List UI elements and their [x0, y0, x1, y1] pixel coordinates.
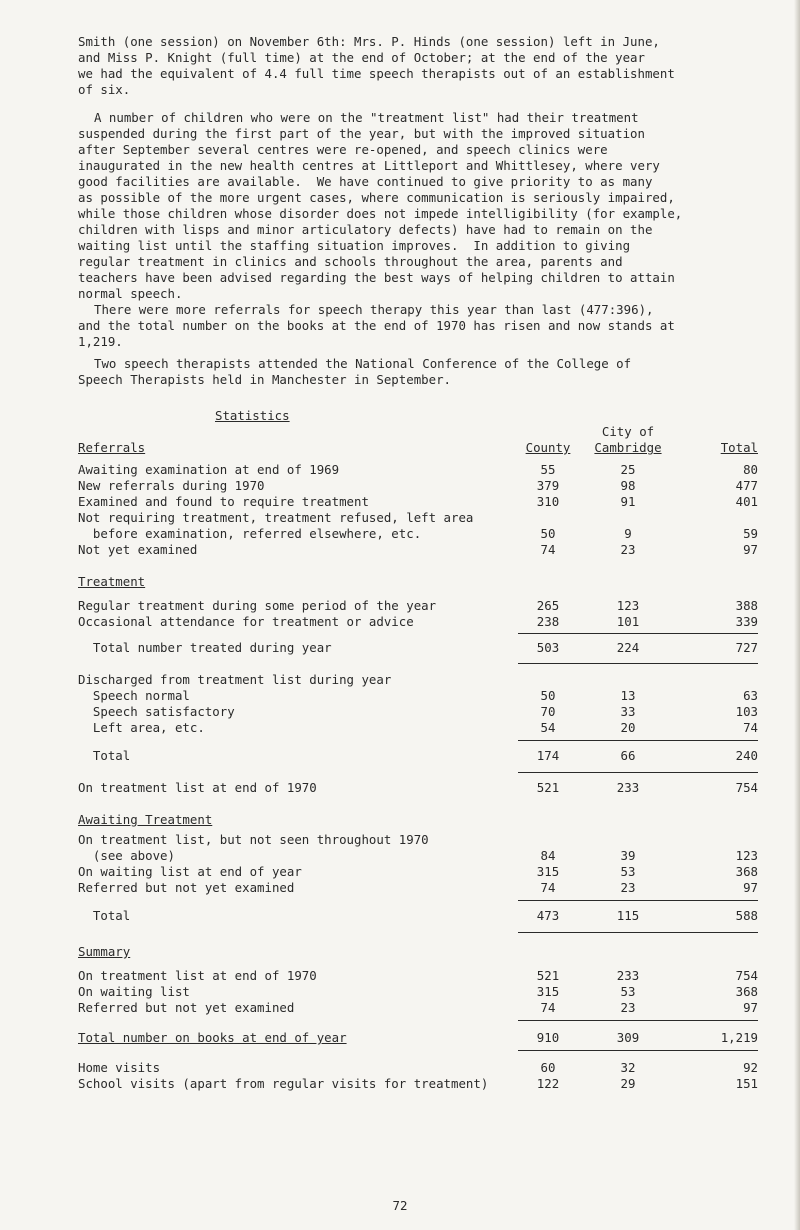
value-county: 122 [536, 1076, 560, 1091]
text-line: A number of children who were on the "treatment list" had their treatment [94, 110, 639, 125]
value-city: 233 [616, 780, 640, 795]
discharged-row [78, 704, 758, 720]
text-line: children with lisps and minor articulatory defects) have had to remain on the [78, 222, 653, 237]
column-header-total: Total [720, 440, 758, 455]
paragraph-staffing [78, 34, 758, 98]
row-label: Not yet examined [78, 542, 198, 557]
value-total: 97 [743, 542, 758, 557]
referral-row [78, 510, 678, 526]
value-total: 59 [743, 526, 758, 541]
discharged-row [78, 720, 758, 736]
value-county: 74 [540, 880, 556, 895]
treated-total-row [78, 640, 758, 656]
summary-row [78, 984, 758, 1000]
total-rule [518, 772, 758, 773]
value-total: 754 [735, 780, 758, 795]
text-line: we had the equivalent of 4.4 full time speech therapists out of an establishment [78, 66, 675, 81]
value-total: 151 [735, 1076, 758, 1091]
total-rule [518, 740, 758, 741]
summary-heading: Summary [78, 944, 131, 959]
row-label: Not requiring treatment, treatment refused, left area [78, 510, 474, 525]
referral-row [78, 542, 758, 558]
text-line: good facilities are available. We have continued to give priority to as many [78, 174, 653, 189]
value-total: 339 [735, 614, 758, 629]
text-line: after September several centres were re-opened, and speech clinics were [78, 142, 608, 157]
row-label: Total number treated during year [78, 640, 332, 655]
row-label: Speech satisfactory [78, 704, 235, 719]
row-label: Home visits [78, 1060, 161, 1075]
books-total-row [78, 1030, 758, 1046]
value-city: 53 [620, 984, 636, 999]
value-county: 238 [536, 614, 560, 629]
row-label: Total [78, 908, 131, 923]
column-header-city [588, 424, 668, 456]
text-line: suspended during the first part of the year, but with the improved situation [78, 126, 645, 141]
value-total: 240 [735, 748, 758, 763]
value-city: 32 [620, 1060, 636, 1075]
row-label: Referred but not yet examined [78, 1000, 295, 1015]
value-total: 97 [743, 880, 758, 895]
row-label: Regular treatment during some period of the year [78, 598, 437, 613]
value-total: 92 [743, 1060, 758, 1075]
value-total: 727 [735, 640, 758, 655]
value-city: 13 [620, 688, 636, 703]
awaiting-total-row [78, 908, 758, 924]
value-total: 80 [743, 462, 758, 477]
row-label: Awaiting examination at end of 1969 [78, 462, 340, 477]
value-total: 123 [735, 848, 758, 863]
row-label: Speech normal [78, 688, 190, 703]
text-line: Speech Therapists held in Manchester in September. [78, 372, 451, 387]
row-label: Total number on books at end of year [78, 1030, 347, 1045]
value-county: 910 [536, 1030, 560, 1045]
row-label: School visits (apart from regular visits for treatment) [78, 1076, 489, 1091]
value-county: 503 [536, 640, 560, 655]
text-line: waiting list until the staffing situation improves. In addition to giving [78, 238, 631, 253]
discharged-heading: Discharged from treatment list during year [78, 672, 392, 687]
value-county: 315 [536, 864, 560, 879]
paragraph-conference [78, 356, 758, 388]
text-line: inaugurated in the new health centres at Littleport and Whittlesey, where very [78, 158, 660, 173]
text-line: of six. [78, 82, 131, 97]
awaiting-row [78, 832, 678, 848]
value-city: 39 [620, 848, 636, 863]
discharged-total-row [78, 748, 758, 764]
row-label: Occasional attendance for treatment or advice [78, 614, 414, 629]
value-county: 310 [536, 494, 560, 509]
text-line: Smith (one session) on November 6th: Mrs. P. Hinds (one session) left in June, [78, 34, 660, 49]
row-label: On waiting list [78, 984, 190, 999]
value-total: 74 [743, 720, 758, 735]
value-county: 265 [536, 598, 560, 613]
text-line: while those children whose disorder does not impede intelligibility (for example, [78, 206, 683, 221]
awaiting-heading: Awaiting Treatment [78, 812, 213, 827]
value-city: 101 [616, 614, 640, 629]
text-line: as possible of the more urgent cases, where communication is seriously impaired, [78, 190, 675, 205]
page-number: 72 [392, 1198, 408, 1213]
value-city: 115 [616, 908, 640, 923]
value-total: 103 [735, 704, 758, 719]
value-total: 588 [735, 908, 758, 923]
treatment-row [78, 614, 758, 630]
value-total: 754 [735, 968, 758, 983]
value-total: 63 [743, 688, 758, 703]
value-total: 388 [735, 598, 758, 613]
total-rule [518, 1050, 758, 1051]
paragraph-referrals [78, 302, 758, 350]
value-total: 1,219 [720, 1030, 758, 1045]
value-total: 97 [743, 1000, 758, 1015]
total-rule [518, 1020, 758, 1021]
value-city: 123 [616, 598, 640, 613]
text-line: and the total number on the books at the end of 1970 has risen and now stands at [78, 318, 675, 333]
row-label: Examined and found to require treatment [78, 494, 369, 509]
total-rule [518, 900, 758, 901]
value-city: 98 [620, 478, 636, 493]
value-county: 50 [540, 688, 556, 703]
awaiting-row [78, 864, 758, 880]
discharged-row [78, 688, 758, 704]
value-city: 25 [620, 462, 636, 477]
column-header-city-line2: Cambridge [594, 440, 662, 455]
paragraph-treatment-list [78, 110, 758, 302]
row-label: New referrals during 1970 [78, 478, 265, 493]
value-county: 84 [540, 848, 556, 863]
value-city: 9 [624, 526, 632, 541]
row-label: On waiting list at end of year [78, 864, 302, 879]
value-county: 521 [536, 780, 560, 795]
total-rule [518, 663, 758, 664]
value-city: 20 [620, 720, 636, 735]
value-city: 53 [620, 864, 636, 879]
row-label: On treatment list at end of 1970 [78, 968, 317, 983]
value-city: 66 [620, 748, 636, 763]
value-county: 55 [540, 462, 556, 477]
treatment-row [78, 598, 758, 614]
referral-row [78, 526, 758, 542]
value-county: 74 [540, 542, 556, 557]
row-label: before examination, referred elsewhere, etc. [78, 526, 422, 541]
referral-row [78, 494, 758, 510]
value-city: 309 [616, 1030, 640, 1045]
page-edge-shadow [794, 0, 800, 1230]
text-line: Two speech therapists attended the National Conference of the College of [94, 356, 632, 371]
value-county: 74 [540, 1000, 556, 1015]
row-label: Referred but not yet examined [78, 880, 295, 895]
value-county: 70 [540, 704, 556, 719]
row-label: On treatment list, but not seen throughout 1970 [78, 832, 429, 847]
text-line: regular treatment in clinics and schools throughout the area, parents and [78, 254, 623, 269]
value-county: 379 [536, 478, 560, 493]
column-header-section: Referrals [78, 440, 146, 455]
referral-row [78, 478, 758, 494]
value-city: 91 [620, 494, 636, 509]
summary-row [78, 968, 758, 984]
value-county: 521 [536, 968, 560, 983]
value-city: 29 [620, 1076, 636, 1091]
value-county: 473 [536, 908, 560, 923]
on-treatment-row [78, 780, 758, 796]
statistics-title: Statistics [215, 408, 290, 423]
value-city: 233 [616, 968, 640, 983]
value-county: 60 [540, 1060, 556, 1075]
value-city: 23 [620, 880, 636, 895]
value-county: 174 [536, 748, 560, 763]
value-city: 23 [620, 1000, 636, 1015]
text-line: 1,219. [78, 334, 123, 349]
value-total: 368 [735, 864, 758, 879]
referral-row [78, 462, 758, 478]
total-rule [518, 633, 758, 634]
value-total: 477 [735, 478, 758, 493]
visits-row [78, 1076, 758, 1092]
total-rule [518, 932, 758, 933]
text-line: teachers have been advised regarding the best ways of helping children to attain [78, 270, 675, 285]
column-header-county: County [525, 440, 571, 455]
text-line: and Miss P. Knight (full time) at the end of October; at the end of the year [78, 50, 645, 65]
row-label: Total [78, 748, 131, 763]
row-label: Left area, etc. [78, 720, 205, 735]
awaiting-row [78, 880, 758, 896]
summary-row [78, 1000, 758, 1016]
value-total: 401 [735, 494, 758, 509]
value-total: 368 [735, 984, 758, 999]
column-header-city-line1: City of [601, 424, 655, 439]
value-county: 54 [540, 720, 556, 735]
value-county: 50 [540, 526, 556, 541]
row-label: On treatment list at end of 1970 [78, 780, 317, 795]
treatment-heading: Treatment [78, 574, 146, 589]
value-county: 315 [536, 984, 560, 999]
visits-row [78, 1060, 758, 1076]
value-city: 224 [616, 640, 640, 655]
value-city: 33 [620, 704, 636, 719]
awaiting-row [78, 848, 758, 864]
text-line: normal speech. [78, 286, 183, 301]
row-label: (see above) [78, 848, 175, 863]
text-line: There were more referrals for speech therapy this year than last (477:396), [94, 302, 654, 317]
value-city: 23 [620, 542, 636, 557]
